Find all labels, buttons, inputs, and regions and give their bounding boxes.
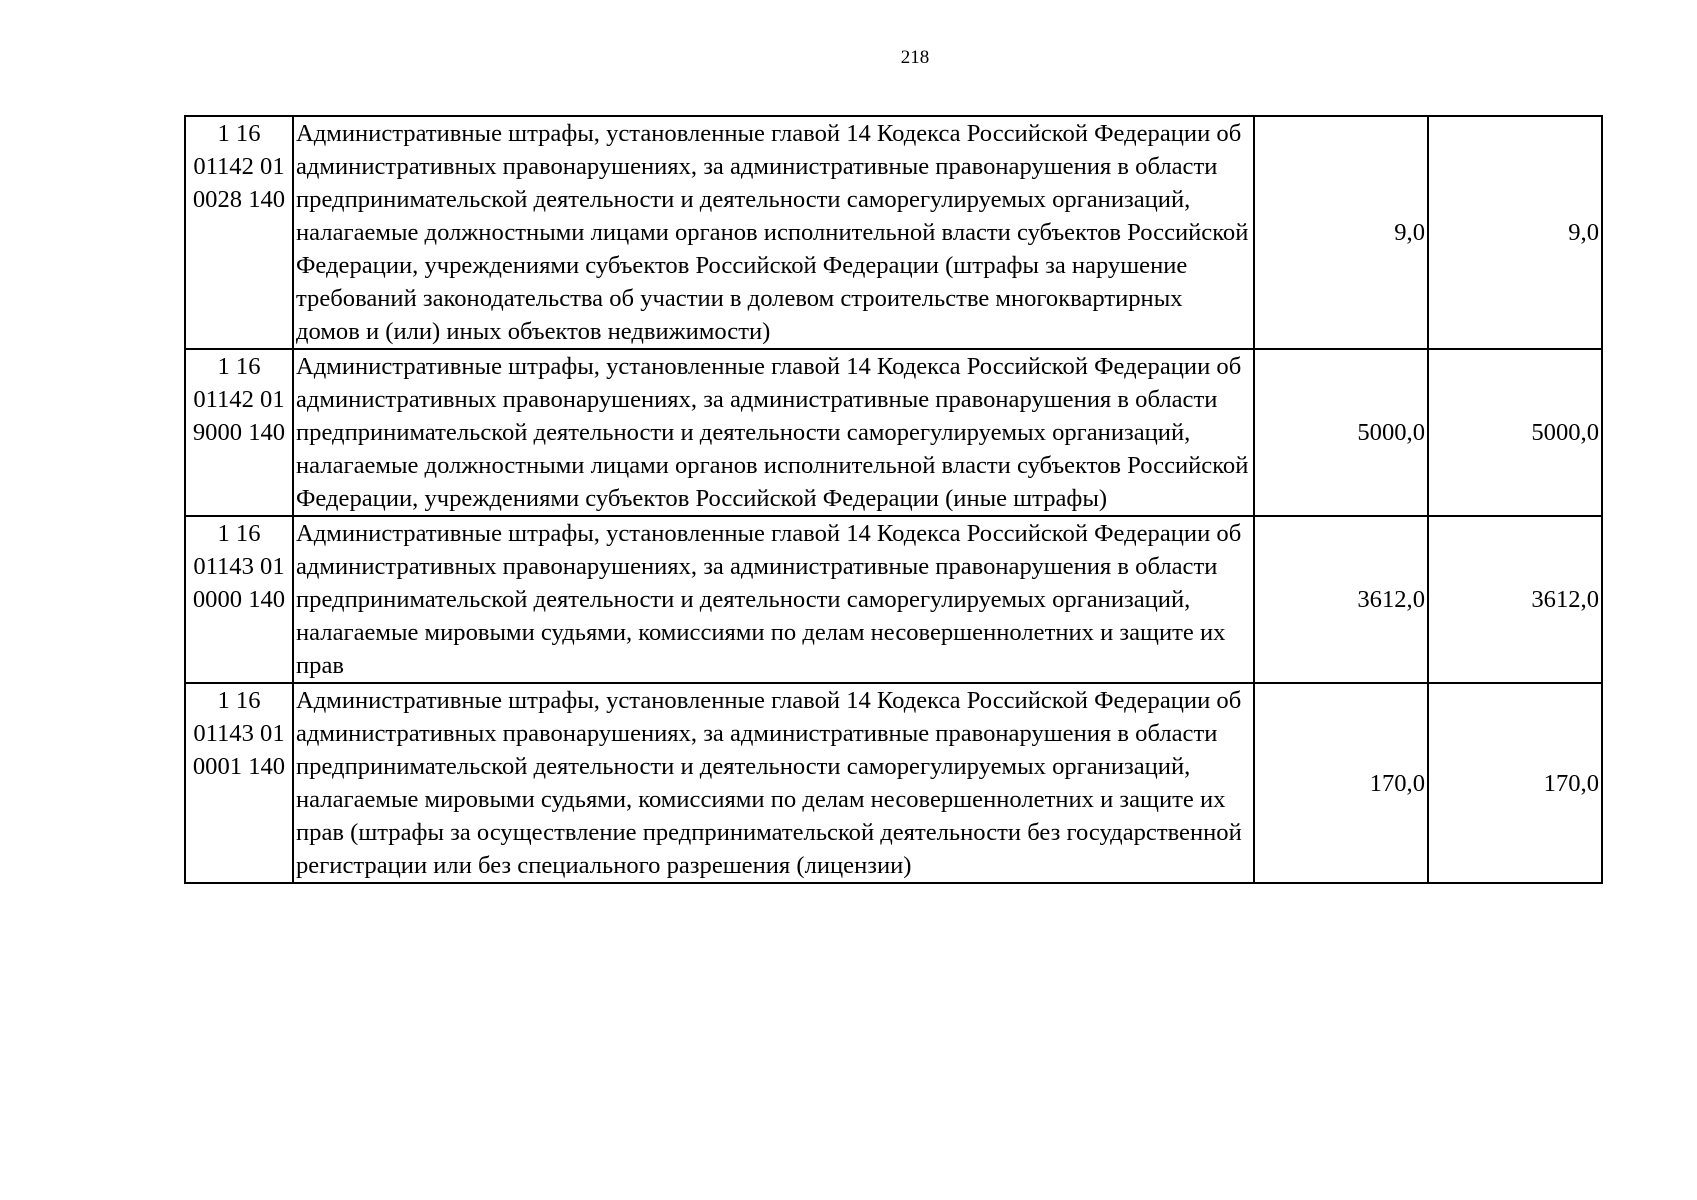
amount-value-2: 9,0 — [1428, 116, 1602, 349]
amount-value-1: 9,0 — [1254, 116, 1428, 349]
table-row — [185, 516, 1602, 683]
income-description: Административные штрафы, установленные главой 14 Кодекса Российской Федерации об административных правонарушениях, за административные правонарушения в области предпринимательской деятельности и деятельности саморегулируемых организаций, налагаемые должностными лицами органов исполнительной власти субъектов Российской Федерации, учреждениями субъектов Российской Федерации (иные штрафы) — [293, 349, 1254, 516]
budget-table — [184, 115, 1603, 884]
classification-code: 1 16 01142 01 9000 140 — [185, 349, 293, 516]
amount-value-2: 5000,0 — [1428, 349, 1602, 516]
amount-value-2: 3612,0 — [1428, 516, 1602, 683]
page-number: 218 — [900, 47, 930, 68]
amount-value-1: 5000,0 — [1254, 349, 1428, 516]
table-row — [185, 116, 1602, 349]
amount-value-1: 170,0 — [1254, 683, 1428, 883]
income-description: Административные штрафы, установленные главой 14 Кодекса Российской Федерации об административных правонарушениях, за административные правонарушения в области предпринимательской деятельности и деятельности саморегулируемых организаций, налагаемые должностными лицами органов исполнительной власти субъектов Российской Федерации, учреждениями субъектов Российской Федерации (штрафы за нарушение требований законодательства об участии в долевом строительстве многоквартирных домов и (или) иных объектов недвижимости) — [293, 116, 1254, 349]
amount-value-1: 3612,0 — [1254, 516, 1428, 683]
classification-code: 1 16 01143 01 0000 140 — [185, 516, 293, 683]
table-row — [185, 349, 1602, 516]
classification-code: 1 16 01143 01 0001 140 — [185, 683, 293, 883]
income-description: Административные штрафы, установленные главой 14 Кодекса Российской Федерации об административных правонарушениях, за административные правонарушения в области предпринимательской деятельности и деятельности саморегулируемых организаций, налагаемые мировыми судьями, комиссиями по делам несовершеннолетних и защите их прав — [293, 516, 1254, 683]
classification-code: 1 16 01142 01 0028 140 — [185, 116, 293, 349]
table-row — [185, 683, 1602, 883]
income-description: Административные штрафы, установленные главой 14 Кодекса Российской Федерации об административных правонарушениях, за административные правонарушения в области предпринимательской деятельности и деятельности саморегулируемых организаций, налагаемые мировыми судьями, комиссиями по делам несовершеннолетних и защите их прав (штрафы за осуществление предпринимательской деятельности без государственной регистрации или без специального разрешения (лицензии) — [293, 683, 1254, 883]
amount-value-2: 170,0 — [1428, 683, 1602, 883]
